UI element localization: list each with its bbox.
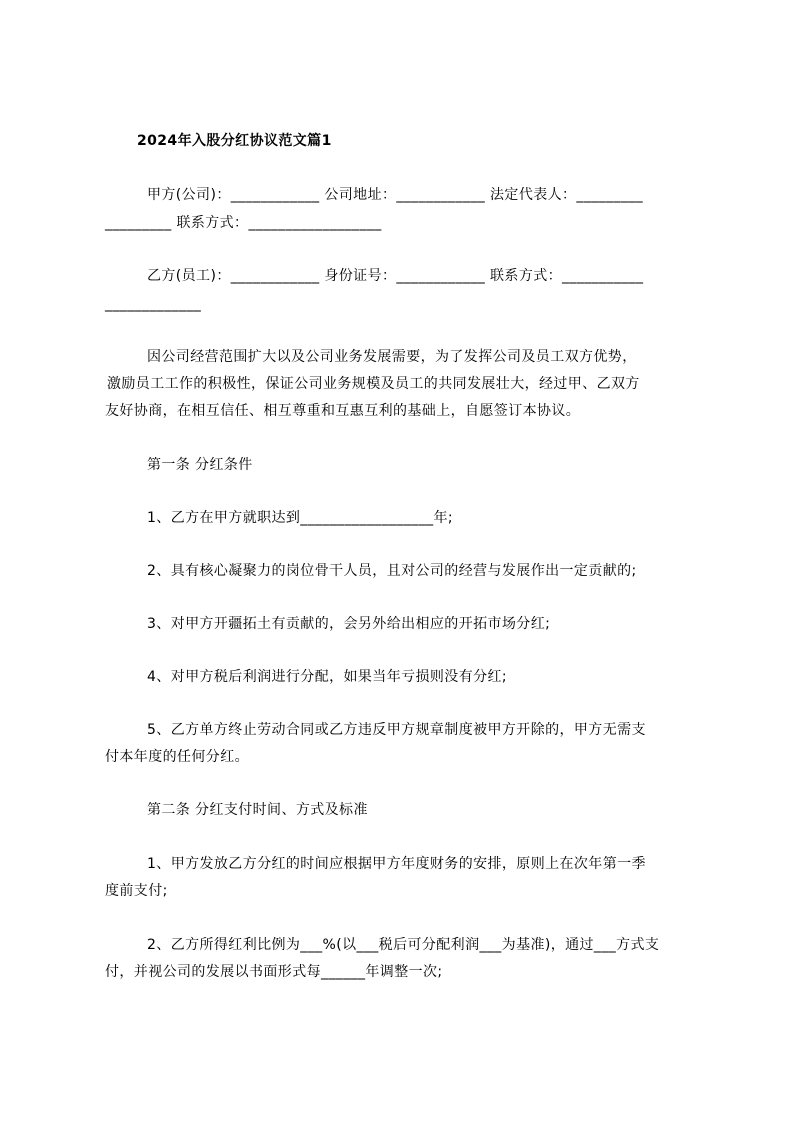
article-1-item-5-line-2: 付本年度的任何分红。 (105, 749, 249, 765)
party-a-line-1: 甲方(公司)：____________ 公司地址：____________ 法定代表人：_________ (147, 187, 644, 203)
article-2-item-2-line-2: 付，并视公司的发展以书面形式每______年调整一次; (105, 964, 443, 980)
article-1-item-3: 3、对甲方开疆拓土有贡献的，会另外给出相应的开拓市场分红; (147, 616, 551, 632)
party-b-line-1: 乙方(员工)：____________ 身份证号：____________ 联系方式：___________ (147, 268, 644, 284)
intro-line-1: 因公司经营范围扩大以及公司业务发展需要，为了发挥公司及员工双方优势， (147, 349, 637, 365)
intro-line-2: 激励员工工作的积极性，保证公司业务规模及员工的共同发展壮大，经过甲、乙双方 (107, 376, 640, 392)
intro-line-3: 友好协商，在相互信任、相互尊重和互惠互利的基础上，自愿签订本协议。 (105, 403, 581, 419)
party-a-line-2: _________ 联系方式：__________________ (105, 215, 382, 231)
article-1-heading: 第一条 分红条件 (147, 457, 253, 473)
party-b-line-2: _____________ (105, 296, 202, 312)
article-2-heading: 第二条 分红支付时间、方式及标准 (147, 802, 368, 818)
article-1-item-5-line-1: 5、乙方单方终止劳动合同或乙方违反甲方规章制度被甲方开除的，甲方无需支 (147, 722, 646, 738)
article-2-item-2-line-1: 2、乙方所得红利比例为___%(以___税后可分配利润___为基准)，通过___方式支 (147, 937, 660, 953)
article-2-item-1-line-1: 1、甲方发放乙方分红的时间应根据甲方年度财务的安排，原则上在次年第一季 (147, 856, 646, 872)
article-2-item-1-line-2: 度前支付; (105, 883, 168, 899)
article-1-item-1: 1、乙方在甲方就职达到__________________年; (147, 510, 454, 526)
article-1-item-4: 4、对甲方税后利润进行分配，如果当年亏损则没有分红; (147, 669, 508, 685)
document-title: 2024年入股分红协议范文篇1 (137, 133, 332, 149)
article-1-item-2: 2、具有核心凝聚力的岗位骨干人员，且对公司的经营与发展作出一定贡献的; (147, 563, 637, 579)
